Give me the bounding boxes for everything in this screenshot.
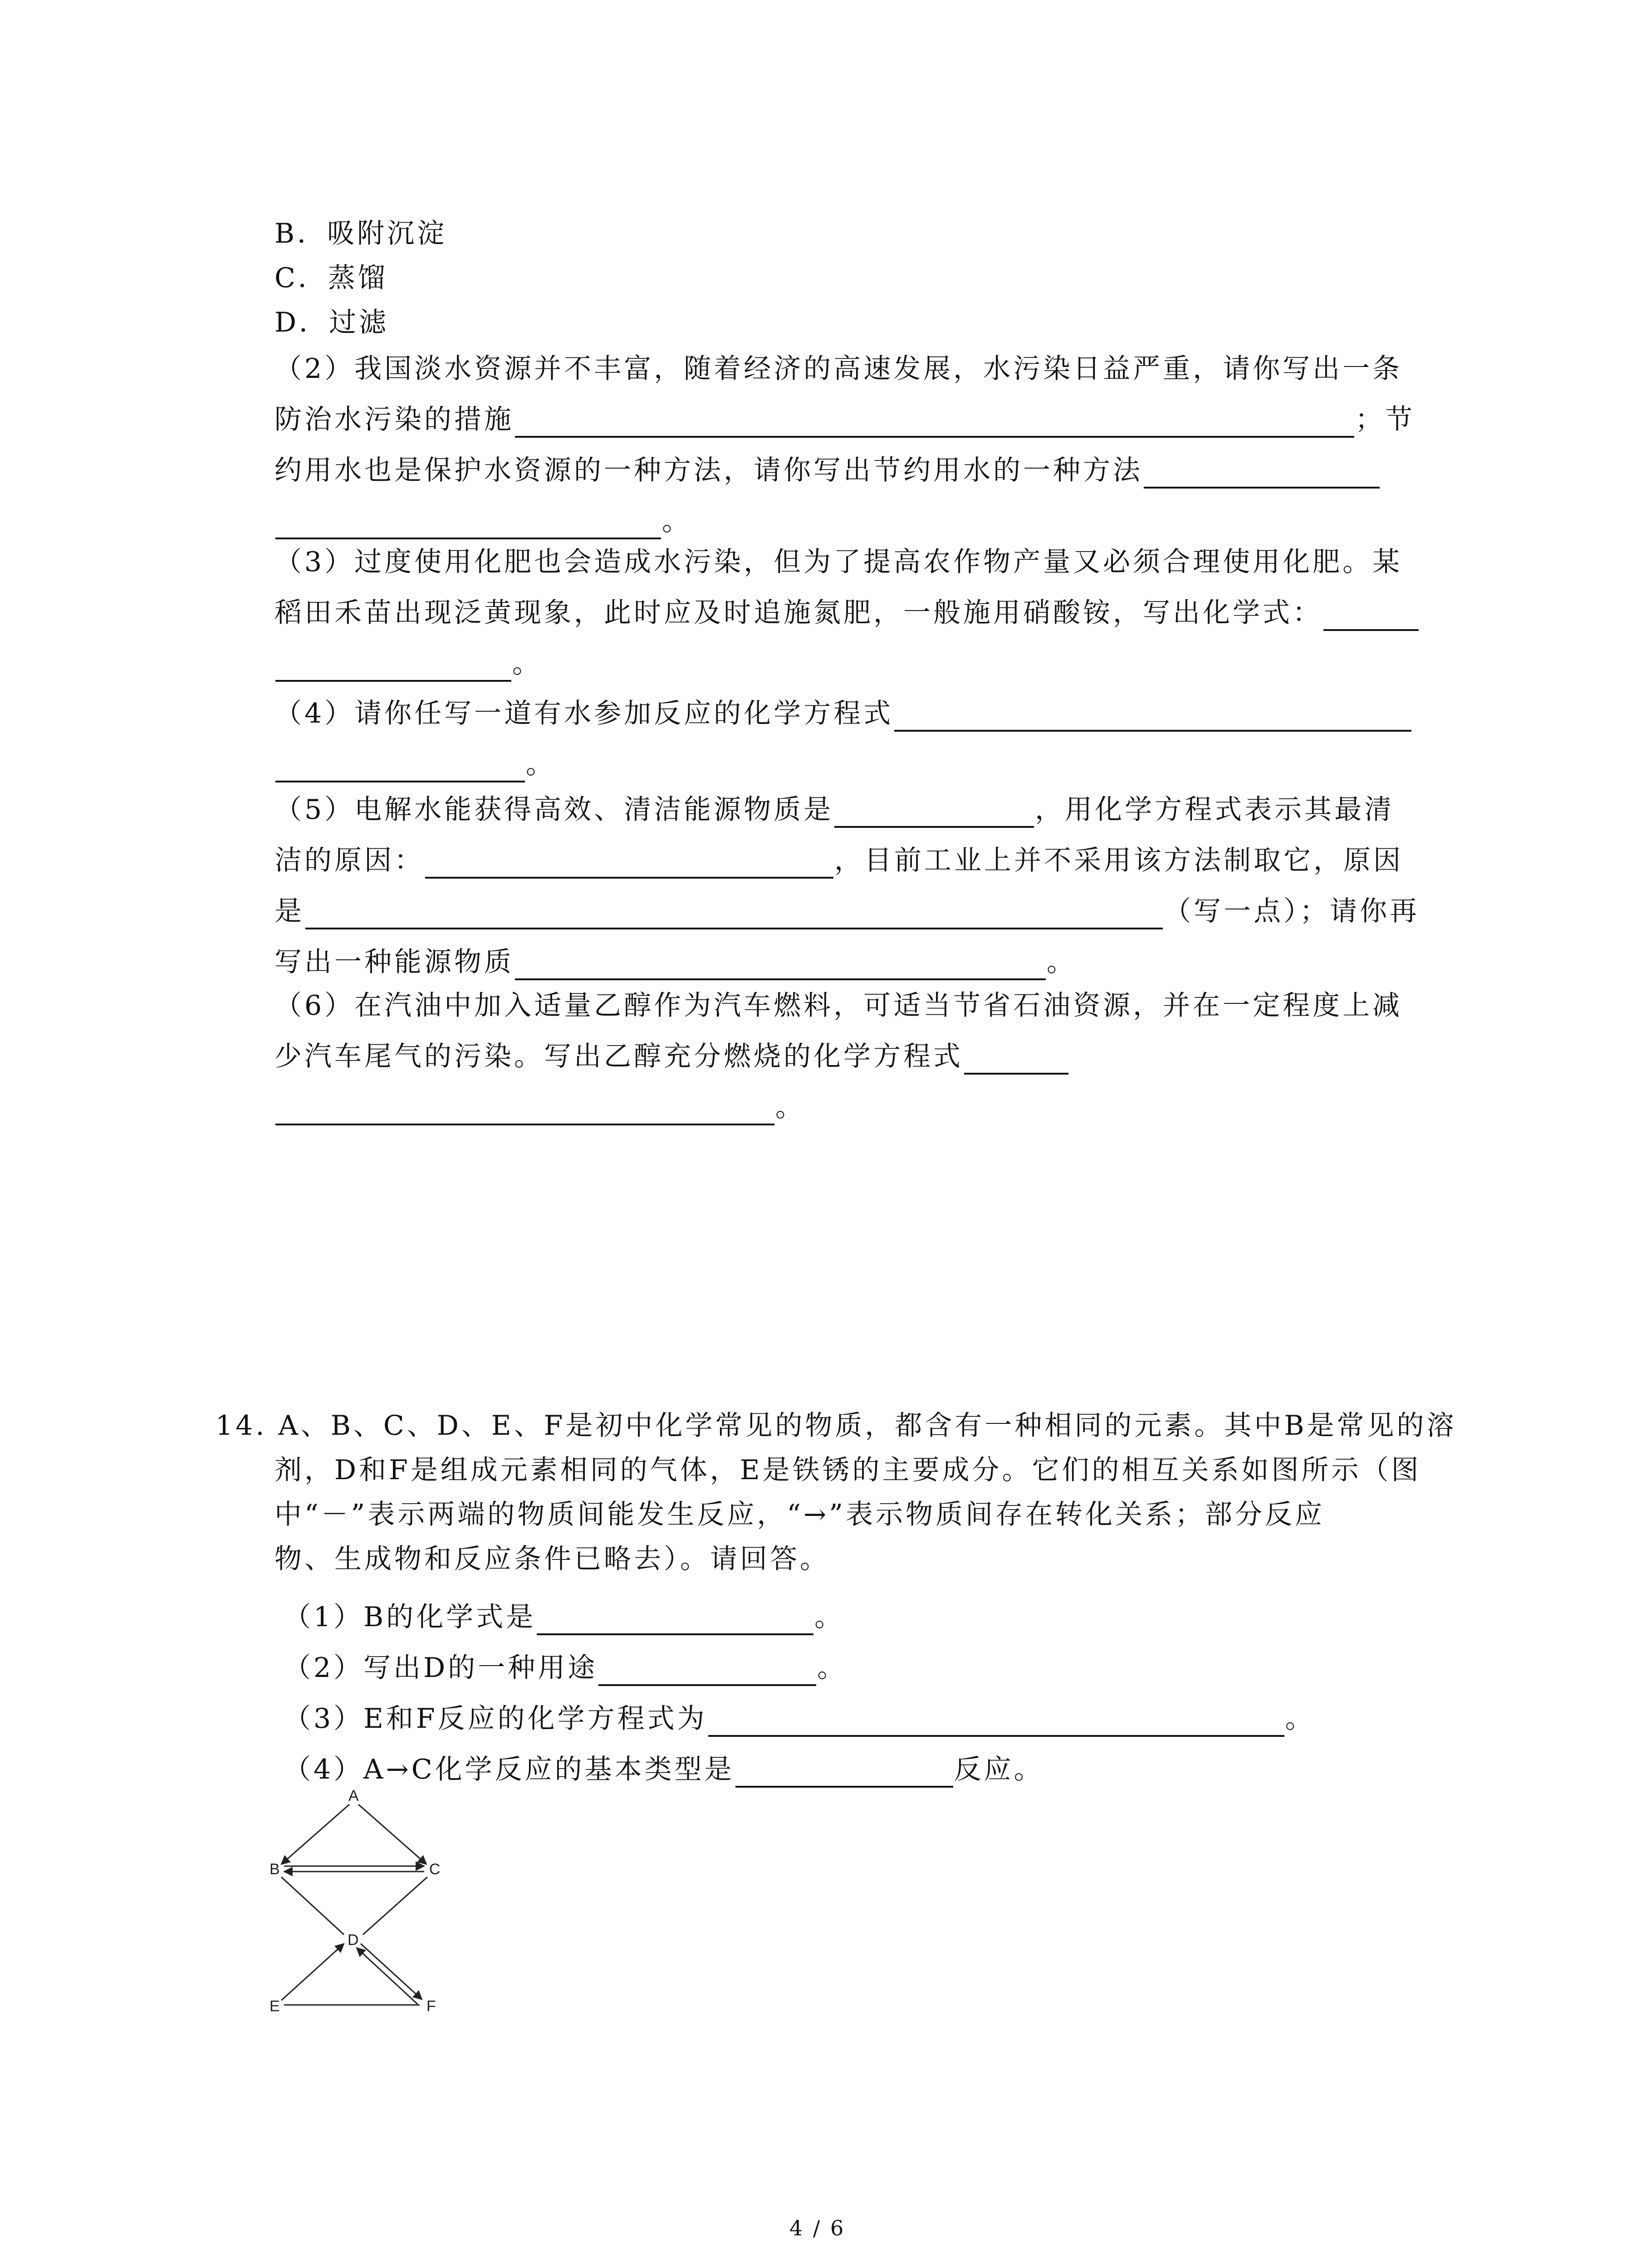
q13-part6-line1: （6）在汽油中加入适量乙醇作为汽车燃料，可适当节省石油资源，并在一定程度上减 [274,990,1403,1022]
q14-sub3-text: 。 [1285,1703,1315,1735]
q13-part2-text: 约用水也是保护水资源的一种方法，请你写出节约用水的一种方法 [274,455,1143,486]
q13-part5-line4 [274,944,1077,980]
q14-sub1-text: 。 [814,1601,845,1633]
answer-blank[interactable] [275,652,511,682]
q14-sub2-text: （2）写出D的一种用途 [284,1652,598,1684]
node-f: F [426,1998,436,2014]
answer-blank[interactable] [964,1045,1068,1075]
q14-stem-line1: 14. A、B、C、D、E、F是初中化学常见的物质，都含有一种相同的元素。其中B是常见的溶 [216,1410,1457,1442]
q13-part2-line1: （2）我国淡水资源并不丰富，随着经济的高速发展，水污染日益严重，请你写出一条 [274,353,1403,385]
q13-part3-line2 [274,595,1420,631]
q13-part2-text: ；节 [1355,404,1415,435]
arrow-e-to-d [281,1944,344,2000]
q14-sub4-text: （4）A→C化学反应的基本类型是 [284,1754,735,1785]
node-b: B [269,1861,280,1878]
arrow-a-to-b [281,1804,349,1864]
q13-part6-text: 。 [775,1091,805,1123]
answer-blank[interactable] [305,899,1163,929]
answer-blank[interactable] [735,1758,953,1788]
answer-blank[interactable] [515,950,1046,980]
line-c-d [363,1877,427,1935]
q13-part2-text: 防治水污染的措施 [274,404,514,435]
answer-blank[interactable] [708,1707,1284,1737]
q13-part4-text: （4）请你任写一道有水参加反应的化学方程式 [274,698,894,729]
node-e: E [269,1998,280,2014]
q13-part5-text: （写一点）；请你再 [1164,895,1420,927]
q13-part5-text: 洁的原因： [274,845,424,876]
q14-stem-line2: 剂，D和F是组成元素相同的气体，E是铁锈的主要成分。它们的相互关系如图所示（图 [274,1454,1421,1486]
page-number: 4 / 6 [789,2216,846,2240]
q13-part2-line3 [274,452,1381,489]
relationship-diagram [268,1787,458,2014]
answer-blank[interactable] [1144,459,1380,489]
q14-stem-line4: 物、生成物和反应条件已略去）。请回答。 [274,1543,830,1575]
q14-sub3 [284,1701,1315,1737]
q14-sub2 [284,1650,847,1686]
q14-sub3-text: （3）E和F反应的化学方程式为 [284,1703,707,1735]
q13-part5-text: （5）电解水能获得高效、清洁能源物质是 [274,794,834,826]
arrow-d-to-f [361,1944,422,1999]
answer-blank[interactable] [425,849,833,879]
q14-sub4-text: 反应。 [954,1754,1044,1785]
q13-part5-line3 [274,893,1420,929]
q13-part5-text: 。 [1047,946,1077,978]
q13-part2-line4 [274,503,692,539]
q14-sub2-text: 。 [817,1652,847,1684]
answer-blank[interactable] [1323,601,1419,631]
q14-sub1-text: （1）B的化学式是 [284,1601,536,1633]
q13-part6-text: 少汽车尾气的污染。写出乙醇充分燃烧的化学方程式 [274,1041,963,1072]
answer-blank[interactable] [834,798,1034,828]
q14-sub1 [284,1599,844,1635]
arrow-a-to-c [358,1804,426,1864]
q13-part6-line2 [274,1038,1069,1075]
answer-blank[interactable] [275,509,661,539]
node-a: A [348,1787,359,1804]
node-d: D [348,1931,359,1949]
option-d: D．过滤 [274,307,389,338]
q13-part5-line1 [274,792,1394,828]
q13-part5-text: ，目前工业上并不采用该方法制取它，原因 [834,845,1403,876]
answer-blank[interactable] [537,1605,813,1635]
q13-part5-text: ，用化学方程式表示其最清 [1035,794,1395,826]
q13-part5-line2 [274,842,1403,879]
q13-part2-text: 。 [662,505,692,537]
q13-part5-text: 写出一种能源物质 [274,946,514,978]
q13-part4-line2 [274,746,556,782]
q13-part3-line3 [274,645,542,682]
option-c: C．蒸馏 [274,262,388,294]
answer-blank[interactable] [275,1095,774,1125]
q13-part2-line2 [274,401,1415,438]
answer-blank[interactable] [598,1656,816,1686]
q13-part4-line1 [274,695,1412,732]
q13-part3-text: 稻田禾苗出现泛黄现象，此时应及时追施氮肥，一般施用硝酸铵，写出化学式： [274,597,1323,629]
q13-part3-text: 。 [512,648,542,679]
option-b: B．吸附沉淀 [274,218,447,249]
q13-part6-line3 [274,1089,805,1125]
q14-stem-line3: 中“－”表示两端的物质间能发生反应，“→”表示物质间存在转化关系；部分反应 [274,1499,1325,1530]
answer-blank[interactable] [894,702,1411,732]
answer-blank[interactable] [515,408,1354,438]
q14-sub4 [284,1751,1044,1788]
q13-part5-text: 是 [274,895,304,927]
q13-part3-line1: （3）过度使用化肥也会造成水污染，但为了提高农作物产量又必须合理使用化肥。某 [274,546,1403,578]
q13-part4-text: 。 [526,748,556,780]
line-b-d [281,1877,344,1935]
arrow-f-to-d [357,1948,417,2004]
node-c: C [429,1861,441,1878]
answer-blank[interactable] [275,753,525,782]
